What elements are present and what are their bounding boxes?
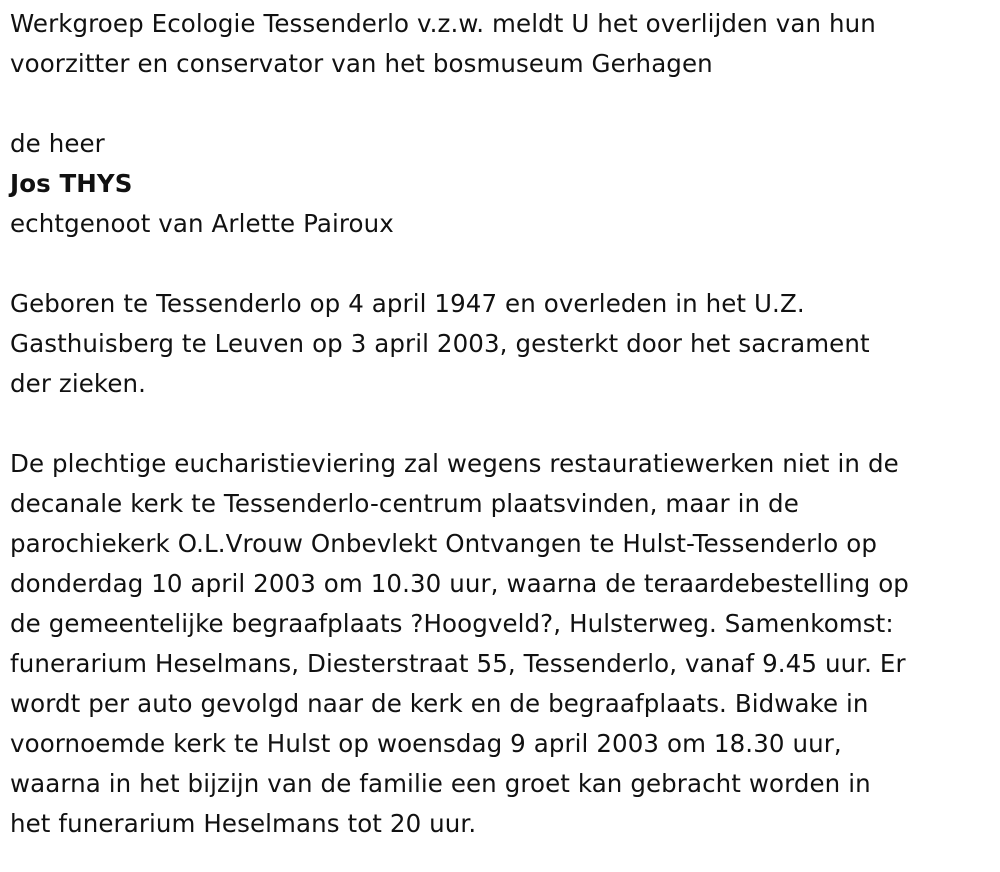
ceremony-paragraph <box>10 444 990 844</box>
ceremony-line: parochiekerk O.L.Vrouw Onbevlekt Ontvangen te Hulst-Tessenderlo op <box>10 529 877 558</box>
ceremony-line: donderdag 10 april 2003 om 10.30 uur, waarna de teraardebestelling op <box>10 569 909 598</box>
ceremony-line: funerarium Heselmans, Diesterstraat 55, Tessenderlo, vanaf 9.45 uur. Er <box>10 649 906 678</box>
ceremony-line: de gemeentelijke begraafplaats ?Hoogveld?, Hulsterweg. Samenkomst: <box>10 609 894 638</box>
spacer <box>10 244 990 284</box>
ceremony-line: het funerarium Heselmans tot 20 uur. <box>10 809 477 838</box>
ceremony-line: waarna in het bijzijn van de familie een groet kan gebracht worden in <box>10 769 871 798</box>
intro-paragraph <box>10 4 990 84</box>
birth-death-paragraph <box>10 284 990 404</box>
spacer <box>10 404 990 444</box>
intro-line: Werkgroep Ecologie Tessenderlo v.z.w. meldt U het overlijden van hun <box>10 9 876 38</box>
spacer <box>10 84 990 124</box>
birth-death-line: Gasthuisberg te Leuven op 3 april 2003, gesterkt door het sacrament <box>10 329 870 358</box>
deceased-name: Jos THYS <box>10 169 133 198</box>
birth-death-line: Geboren te Tessenderlo op 4 april 1947 en overleden in het U.Z. <box>10 289 805 318</box>
ceremony-line: wordt per auto gevolgd naar de kerk en de begraafplaats. Bidwake in <box>10 689 869 718</box>
ceremony-line: decanale kerk te Tessenderlo-centrum plaatsvinden, maar in de <box>10 489 799 518</box>
ceremony-line: De plechtige eucharistieviering zal wegens restauratiewerken niet in de <box>10 449 899 478</box>
ceremony-line: voornoemde kerk te Hulst op woensdag 9 april 2003 om 18.30 uur, <box>10 729 842 758</box>
intro-line: voorzitter en conservator van het bosmuseum Gerhagen <box>10 49 713 78</box>
death-notice <box>10 4 990 844</box>
salutation: de heer <box>10 129 105 158</box>
birth-death-line: der zieken. <box>10 369 147 398</box>
spouse-line: echtgenoot van Arlette Pairoux <box>10 209 394 238</box>
